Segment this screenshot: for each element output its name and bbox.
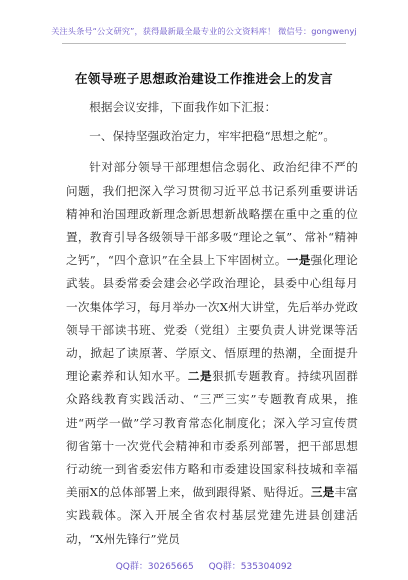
paragraph-text: 针对部分领导干部理想信念弱化、政治纪律不严的问题，我们把深入学习贯彻习近平总书记系列重要讲话精神和治国理政新理念新思想新战略摆在重中之重的位置，教育引导各级领导干部多吸“理论之氧”、常补“精神之钙”，“四个意识”在全县上下牢固树立。 [66,160,358,268]
footer [0,559,408,572]
paragraph-text: 强化理论武装。县委常委会建会必学政治理论，县委中心组每月一次集体学习，每月举办一次X州大讲堂，先后举办党政领导干部读书班、党委（党组）主要负责人讲党课等活动，掀起了读原著、学原文、悟原理的热潮，全面提升理论素养和认知水平。 [66,253,358,384]
header-note: 关注头条号“公文研究”，获得最新最全最专业的公文资料库！ 微信号：gongwenyj [51,26,357,36]
intro-paragraph: 根据会议安排，下面我作如下汇报： [89,100,277,114]
point-marker-2: 二是 [187,369,213,384]
body-paragraph [66,156,358,550]
document-title: 在领导班子思想政治建设工作推进会上的发言 [74,71,333,86]
document-body [66,96,358,551]
header-divider [62,43,346,44]
footer-qq-group-1: QQ群：30265665 [115,562,194,572]
point-marker-1: 一是 [286,253,311,268]
section-heading: 一、保持坚强政治定力，牢牢把稳“思想之舵”。 [89,129,336,144]
paragraph-text: 狠抓专题教育。持续巩固群众路线教育实践活动、“三严三实”专题教育成果，推进“两学一做”学习教育常态化制度化；深入学习宣传贯彻省第十一次党代会精神和市委系列部署，把干部思想行动统一到省委宏伟方略和市委建设国家科技城和幸福美丽X的总体部署上来，做到跟得紧、贴得近。 [66,369,358,500]
point-marker-3: 三是 [310,485,335,500]
paragraph-text: 丰富实践载体。深入开展全省农村基层党建先进县创建活动，“X州先锋行”党员 [66,485,358,546]
footer-qq-group-2: QQ群：535304092 [208,562,293,572]
